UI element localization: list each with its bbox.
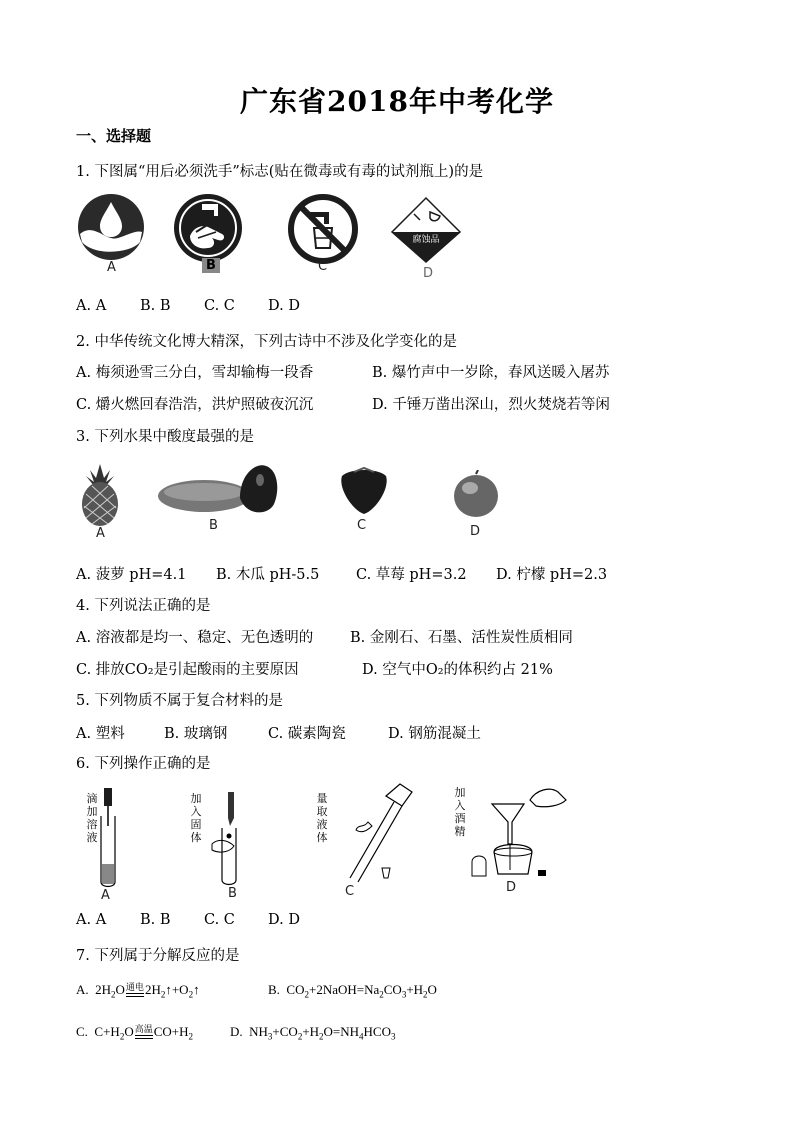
q6-caption-a: 滴 加 溶 液 — [86, 792, 98, 844]
section-heading: 一、选择题 — [76, 127, 152, 145]
q6-label-b: B — [228, 886, 237, 901]
sign-c-no-drinking-icon — [288, 194, 358, 264]
adding-solid-drawing — [208, 788, 252, 888]
dropper-test-tube-drawing — [96, 786, 120, 890]
q6-label-c: C — [345, 884, 355, 899]
q7-stem: 7. 下列属于分解反应的是 — [76, 948, 240, 964]
q6-option-d[interactable]: D. D — [268, 912, 300, 928]
q6-option-c[interactable]: C. C — [204, 912, 235, 928]
q5-option-d[interactable]: D. 钢筋混凝土 — [388, 726, 481, 742]
q3-option-b[interactable]: B. 木瓜 pH-5.5 — [216, 567, 320, 583]
alcohol-lamp-funnel-drawing — [466, 782, 576, 882]
q1-label-b: B — [202, 258, 220, 273]
q6-caption-b: 加 入 固 体 — [190, 792, 202, 844]
q3-option-c[interactable]: C. 草莓 pH=3.2 — [356, 567, 467, 583]
q6-stem: 6. 下列操作正确的是 — [76, 756, 211, 772]
strawberry-image — [336, 466, 392, 516]
q3-label-d: D — [470, 524, 481, 539]
q4-option-b[interactable]: B. 金刚石、石墨、活性炭性质相同 — [350, 630, 573, 646]
q3-option-a[interactable]: A. 菠萝 pH=4.1 — [76, 567, 187, 583]
sign-d-corrosive-icon — [390, 196, 462, 264]
q3-label-a: A — [96, 526, 105, 541]
page-title: 广东省2018年中考化学 — [240, 85, 554, 118]
q5-stem: 5. 下列物质不属于复合材料的是 — [76, 693, 283, 709]
q1-option-b[interactable]: B. B — [140, 298, 171, 314]
q2-stem: 2. 中华传统文化博大精深，下列古诗中不涉及化学变化的是 — [76, 334, 457, 350]
q3-label-c: C — [357, 518, 367, 533]
q5-option-b[interactable]: B. 玻璃钢 — [164, 726, 228, 742]
q5-option-a[interactable]: A. 塑料 — [76, 726, 125, 742]
q1-label-a: A — [107, 260, 116, 275]
sign-d-text: 腐蚀品 — [412, 235, 440, 245]
pineapple-image — [76, 462, 124, 528]
q1-label-c: C — [318, 259, 328, 274]
q6-label-d: D — [506, 880, 517, 895]
papaya-image — [156, 460, 282, 520]
q7-option-c[interactable]: C. $C+H_2O$高温 $CO+H_2$ — [76, 1024, 193, 1042]
q1-stem: 1. 下图属“用后必须洗手”标志(贴在微毒或有毒的试剂瓶上)的是 — [76, 164, 484, 180]
q1-label-d: D — [423, 266, 434, 281]
q6-label-a: A — [101, 888, 110, 903]
q7-option-d[interactable]: D. $NH_3+CO_2+H_2O=NH_4HCO_3$ — [230, 1024, 396, 1042]
q6-caption-d: 加 入 酒 精 — [454, 786, 466, 838]
q3-stem: 3. 下列水果中酸度最强的是 — [76, 429, 254, 445]
graduated-cylinder-drawing — [328, 782, 418, 886]
lemon-image — [450, 470, 502, 520]
q6-option-a[interactable]: A. A — [76, 912, 107, 928]
q2-option-c[interactable]: C. 爝火燃回春浩浩，洪炉照破夜沉沉 — [76, 397, 314, 413]
sign-b-handwash-icon — [172, 192, 244, 264]
q4-option-c[interactable]: C. 排放CO₂是引起酸雨的主要原因 — [76, 662, 299, 678]
q3-label-b: B — [209, 518, 218, 533]
q7-option-b[interactable]: B. $CO_2+2NaOH=Na_2CO_3+H_2O$ — [268, 982, 437, 1000]
sign-a-drop-icon — [76, 192, 146, 262]
q2-option-b[interactable]: B. 爆竹声中一岁除，春风送暖入屠苏 — [372, 365, 610, 381]
q6-option-b[interactable]: B. B — [140, 912, 171, 928]
q1-option-d[interactable]: D. D — [268, 298, 300, 314]
q4-option-a[interactable]: A. 溶液都是均一、稳定、无色透明的 — [76, 630, 314, 646]
q1-option-c[interactable]: C. C — [204, 298, 235, 314]
q5-option-c[interactable]: C. 碳素陶瓷 — [268, 726, 346, 742]
q4-option-d[interactable]: D. 空气中O₂的体积约占 21% — [362, 662, 553, 678]
q3-option-d[interactable]: D. 柠檬 pH=2.3 — [496, 567, 608, 583]
q6-caption-c: 量 取 液 体 — [316, 792, 328, 844]
q2-option-a[interactable]: A. 梅须逊雪三分白，雪却输梅一段香 — [76, 365, 314, 381]
q1-option-a[interactable]: A. A — [76, 298, 107, 314]
q4-stem: 4. 下列说法正确的是 — [76, 598, 211, 614]
q2-option-d[interactable]: D. 千锤万凿出深山，烈火焚烧若等闲 — [372, 397, 610, 413]
q7-option-a[interactable]: A. $2H_2O$通电 $2H_2↑+O_2↑$ — [76, 982, 200, 1000]
